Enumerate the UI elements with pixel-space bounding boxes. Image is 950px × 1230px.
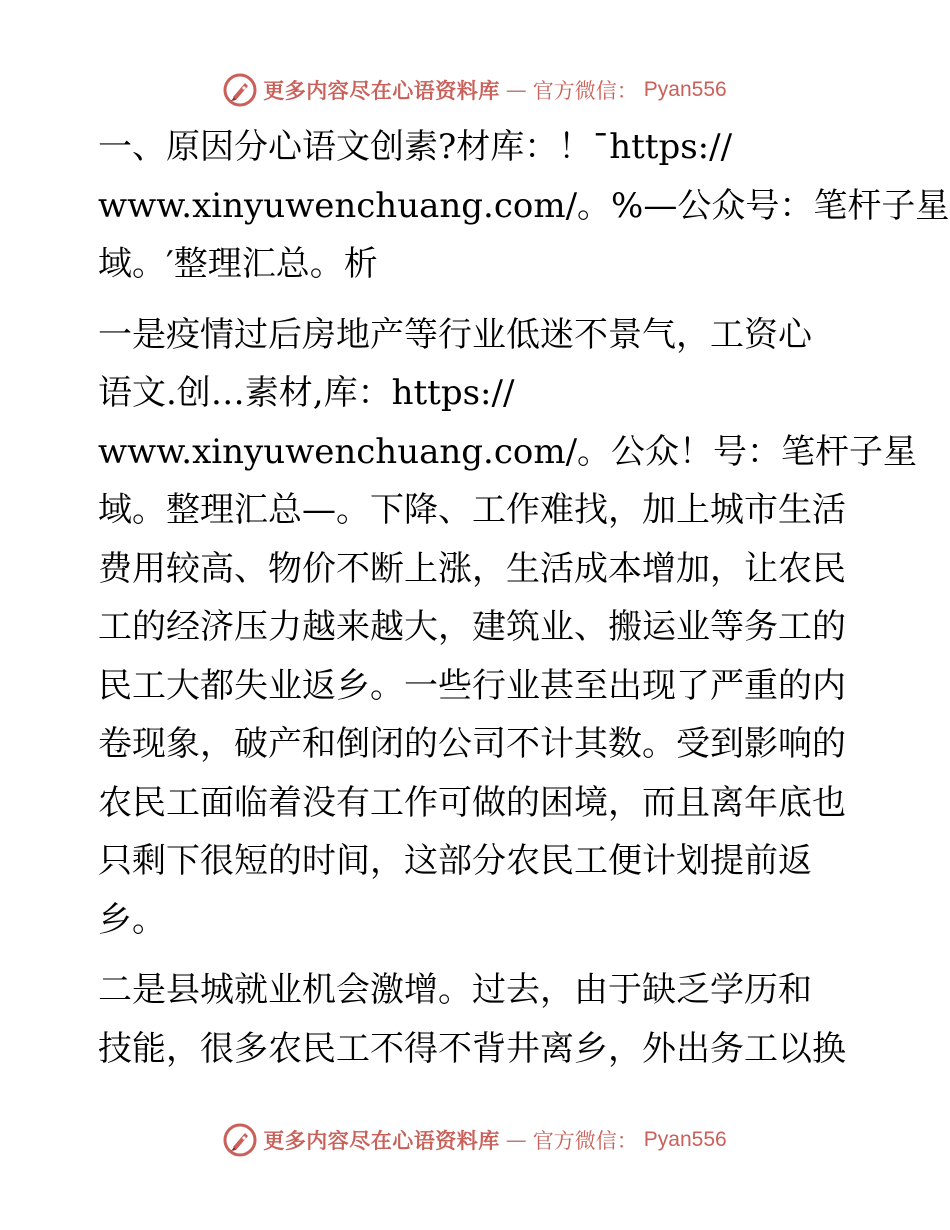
- pen-nib-logo-icon: [223, 73, 257, 107]
- text-line: 语文.创…素材,库：https://: [98, 373, 515, 413]
- paragraph-reason-two: [98, 961, 858, 1078]
- text-line: 一、原因分心语文创素?材库：！¯https://: [98, 127, 733, 167]
- text-line: 费用较高、物价不断上涨，生活成本增加，让农民: [98, 548, 846, 589]
- header-banner-separator: —: [505, 78, 527, 102]
- footer-banner-separator: —: [505, 1128, 527, 1152]
- text-line: 域。′整理汇总。析: [98, 244, 378, 284]
- footer-banner-wechat-label: 官方微信：: [532, 1129, 638, 1153]
- paragraph-reasons-heading: [98, 118, 950, 294]
- text-line: 一是疫情过后房地产等行业低迷不景气，工资心: [98, 314, 812, 355]
- text-line: www.xinyuwenchuang.com/。%—公众号：笔杆子星: [98, 185, 950, 226]
- text-line: 二是县城就业机会激增。过去，由于缺乏学历和: [98, 970, 812, 1010]
- footer-banner-wechat-id: Pyan556: [643, 1128, 727, 1151]
- paragraph-reason-one: [98, 306, 918, 950]
- footer-banner-text: 更多内容尽在心语资料库: [263, 1129, 500, 1153]
- text-line: 乡。: [98, 899, 166, 940]
- text-line: 域。整理汇总—。下降、工作难找，加上城市生活: [98, 490, 846, 530]
- text-line: 民工大都失业返乡。一些行业甚至出现了严重的内: [98, 665, 846, 706]
- header-banner-wechat-label: 官方微信：: [532, 79, 638, 103]
- text-line: 技能，很多农民工不得不背井离乡，外出务工以换: [98, 1028, 846, 1069]
- text-line: www.xinyuwenchuang.com/。公众！号：笔杆子星: [98, 431, 918, 472]
- pen-nib-logo-icon: [223, 1123, 257, 1157]
- header-banner-text: 更多内容尽在心语资料库: [263, 79, 500, 103]
- text-line: 农民工面临着没有工作可做的困境，而且离年底也: [98, 782, 846, 823]
- header-banner-wechat-id: Pyan556: [643, 78, 727, 101]
- text-line: 卷现象，破产和倒闭的公司不计其数。受到影响的: [98, 724, 846, 764]
- text-line: 只剩下很短的时间，这部分农民工便计划提前返: [98, 841, 812, 881]
- header-banner-inner: [223, 73, 726, 107]
- footer-banner-inner: [223, 1123, 726, 1157]
- document-body: [98, 118, 950, 1090]
- footer-banner: [0, 1120, 950, 1160]
- text-line: 工的经济压力越来越大，建筑业、搬运业等务工的: [98, 607, 846, 647]
- header-banner: [0, 70, 950, 110]
